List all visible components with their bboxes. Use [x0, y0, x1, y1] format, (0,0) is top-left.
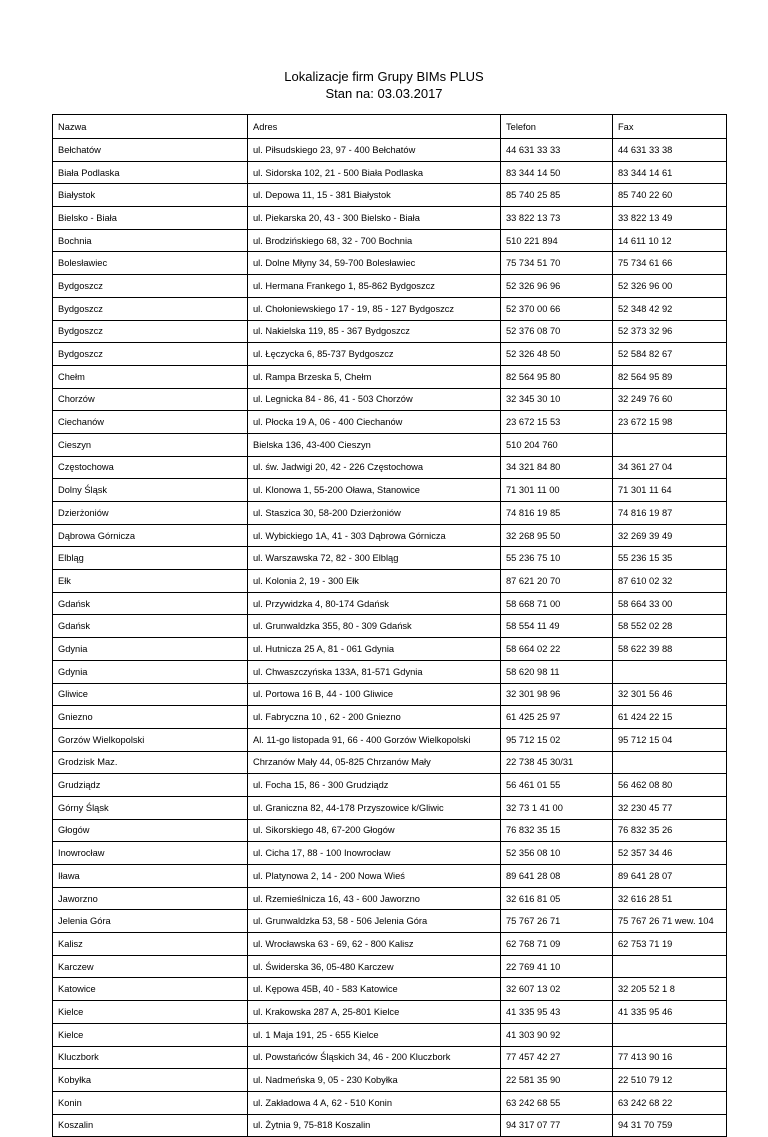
cell-name: Kielce — [53, 1001, 248, 1024]
cell-fax: 22 510 79 12 — [613, 1069, 727, 1092]
cell-name: Górny Śląsk — [53, 796, 248, 819]
cell-address: ul. Rampa Brzeska 5, Chełm — [248, 365, 501, 388]
table-row — [53, 161, 727, 184]
table-row — [53, 1091, 727, 1114]
cell-address: ul. Hermana Frankego 1, 85-862 Bydgoszcz — [248, 275, 501, 298]
table-row — [53, 1001, 727, 1024]
cell-name: Cieszyn — [53, 433, 248, 456]
cell-name: Bydgoszcz — [53, 275, 248, 298]
cell-name: Kobyłka — [53, 1069, 248, 1092]
cell-phone: 32 301 98 96 — [501, 683, 613, 706]
cell-phone: 32 73 1 41 00 — [501, 796, 613, 819]
cell-name: Inowrocław — [53, 842, 248, 865]
table-row — [53, 502, 727, 525]
cell-name: Konin — [53, 1091, 248, 1114]
table-row — [53, 229, 727, 252]
cell-address: ul. Klonowa 1, 55-200 Oława, Stanowice — [248, 479, 501, 502]
table-row — [53, 139, 727, 162]
table-row — [53, 570, 727, 593]
cell-name: Jelenia Góra — [53, 910, 248, 933]
cell-address: ul. Dolne Młyny 34, 59-700 Bolesławiec — [248, 252, 501, 275]
cell-phone: 52 326 48 50 — [501, 343, 613, 366]
cell-address: ul. Sidorska 102, 21 - 500 Biała Podlaska — [248, 161, 501, 184]
table-row — [53, 252, 727, 275]
table-row — [53, 842, 727, 865]
cell-fax: 52 373 32 96 — [613, 320, 727, 343]
cell-fax: 71 301 11 64 — [613, 479, 727, 502]
table-row — [53, 433, 727, 456]
cell-fax: 14 611 10 12 — [613, 229, 727, 252]
table-row — [53, 1046, 727, 1069]
table-row — [53, 411, 727, 434]
cell-phone: 75 734 51 70 — [501, 252, 613, 275]
cell-fax: 62 753 71 19 — [613, 933, 727, 956]
cell-name: Bochnia — [53, 229, 248, 252]
cell-phone: 32 607 13 02 — [501, 978, 613, 1001]
document-title: Lokalizacje firm Grupy BIMs PLUS — [284, 69, 484, 84]
cell-address: Bielska 136, 43-400 Cieszyn — [248, 433, 501, 456]
cell-fax: 52 348 42 92 — [613, 297, 727, 320]
cell-phone: 74 816 19 85 — [501, 502, 613, 525]
cell-phone: 85 740 25 85 — [501, 184, 613, 207]
cell-address: ul. Kolonia 2, 19 - 300 Ełk — [248, 570, 501, 593]
cell-address: ul. Chwaszczyńska 133A, 81-571 Gdynia — [248, 660, 501, 683]
cell-address: ul. św. Jadwigi 20, 42 - 226 Częstochowa — [248, 456, 501, 479]
column-header-address: Adres — [248, 115, 501, 139]
column-header-phone: Telefon — [501, 115, 613, 139]
cell-phone: 22 738 45 30/31 — [501, 751, 613, 774]
table-row — [53, 275, 727, 298]
cell-phone: 55 236 75 10 — [501, 547, 613, 570]
cell-fax: 32 301 56 46 — [613, 683, 727, 706]
cell-phone: 75 767 26 71 — [501, 910, 613, 933]
cell-phone: 71 301 11 00 — [501, 479, 613, 502]
cell-fax: 58 622 39 88 — [613, 638, 727, 661]
table-row — [53, 1069, 727, 1092]
cell-fax: 94 31 70 759 — [613, 1114, 727, 1137]
cell-address: ul. Hutnicza 25 A, 81 - 061 Gdynia — [248, 638, 501, 661]
table-row — [53, 1114, 727, 1137]
cell-name: Biała Podlaska — [53, 161, 248, 184]
cell-phone: 52 376 08 70 — [501, 320, 613, 343]
cell-name: Grudziądz — [53, 774, 248, 797]
table-row — [53, 343, 727, 366]
cell-phone: 32 616 81 05 — [501, 887, 613, 910]
cell-phone: 76 832 35 15 — [501, 819, 613, 842]
table-row — [53, 207, 727, 230]
table-row — [53, 955, 727, 978]
cell-phone: 22 769 41 10 — [501, 955, 613, 978]
cell-name: Bydgoszcz — [53, 320, 248, 343]
cell-address: ul. Depowa 11, 15 - 381 Białystok — [248, 184, 501, 207]
cell-address: ul. Wybickiego 1A, 41 - 303 Dąbrowa Górnicza — [248, 524, 501, 547]
cell-address: ul. Piłsudskiego 23, 97 - 400 Bełchatów — [248, 139, 501, 162]
cell-address: ul. Brodzińskiego 68, 32 - 700 Bochnia — [248, 229, 501, 252]
cell-phone: 22 581 35 90 — [501, 1069, 613, 1092]
cell-name: Dolny Śląsk — [53, 479, 248, 502]
cell-address: ul. Przywidzka 4, 80-174 Gdańsk — [248, 592, 501, 615]
table-row — [53, 751, 727, 774]
table-row — [53, 728, 727, 751]
cell-name: Gdynia — [53, 638, 248, 661]
cell-fax: 32 230 45 77 — [613, 796, 727, 819]
table-row — [53, 524, 727, 547]
cell-address: ul. Świderska 36, 05-480 Karczew — [248, 955, 501, 978]
cell-name: Gniezno — [53, 706, 248, 729]
table-row — [53, 320, 727, 343]
cell-address: Al. 11-go listopada 91, 66 - 400 Gorzów Wielkopolski — [248, 728, 501, 751]
cell-address: ul. Platynowa 2, 14 - 200 Nowa Wieś — [248, 865, 501, 888]
cell-name: Bolesławiec — [53, 252, 248, 275]
cell-fax: 63 242 68 22 — [613, 1091, 727, 1114]
cell-name: Koszalin — [53, 1114, 248, 1137]
cell-fax — [613, 1023, 727, 1046]
table-row — [53, 456, 727, 479]
cell-fax: 89 641 28 07 — [613, 865, 727, 888]
cell-name: Gorzów Wielkopolski — [53, 728, 248, 751]
cell-phone: 61 425 25 97 — [501, 706, 613, 729]
cell-address: ul. Graniczna 82, 44-178 Przyszowice k/Gliwic — [248, 796, 501, 819]
cell-address: ul. Cicha 17, 88 - 100 Inowrocław — [248, 842, 501, 865]
cell-name: Gdańsk — [53, 592, 248, 615]
table-row — [53, 660, 727, 683]
cell-address: ul. 1 Maja 191, 25 - 655 Kielce — [248, 1023, 501, 1046]
cell-phone: 56 461 01 55 — [501, 774, 613, 797]
table-row — [53, 683, 727, 706]
table-row — [53, 933, 727, 956]
cell-name: Chełm — [53, 365, 248, 388]
cell-name: Dzierżoniów — [53, 502, 248, 525]
cell-address: ul. Warszawska 72, 82 - 300 Elbląg — [248, 547, 501, 570]
cell-fax: 41 335 95 46 — [613, 1001, 727, 1024]
cell-address: Chrzanów Mały 44, 05-825 Chrzanów Mały — [248, 751, 501, 774]
cell-name: Dąbrowa Górnicza — [53, 524, 248, 547]
cell-fax: 56 462 08 80 — [613, 774, 727, 797]
table-row — [53, 592, 727, 615]
locations-table — [52, 114, 727, 1137]
column-header-fax: Fax — [613, 115, 727, 139]
cell-name: Iława — [53, 865, 248, 888]
cell-address: ul. Powstańców Śląskich 34, 46 - 200 Kluczbork — [248, 1046, 501, 1069]
cell-fax — [613, 433, 727, 456]
cell-name: Gdańsk — [53, 615, 248, 638]
table-row — [53, 184, 727, 207]
cell-fax — [613, 660, 727, 683]
column-header-name: Nazwa — [53, 115, 248, 139]
cell-fax: 32 205 52 1 8 — [613, 978, 727, 1001]
cell-address: ul. Płocka 19 A, 06 - 400 Ciechanów — [248, 411, 501, 434]
cell-fax: 58 552 02 28 — [613, 615, 727, 638]
cell-fax: 77 413 90 16 — [613, 1046, 727, 1069]
cell-address: ul. Łęczycka 6, 85-737 Bydgoszcz — [248, 343, 501, 366]
cell-name: Bydgoszcz — [53, 343, 248, 366]
cell-phone: 32 268 95 50 — [501, 524, 613, 547]
cell-phone: 58 554 11 49 — [501, 615, 613, 638]
cell-name: Głogów — [53, 819, 248, 842]
cell-fax: 34 361 27 04 — [613, 456, 727, 479]
cell-fax: 44 631 33 38 — [613, 139, 727, 162]
cell-address: ul. Krakowska 287 A, 25-801 Kielce — [248, 1001, 501, 1024]
cell-phone: 63 242 68 55 — [501, 1091, 613, 1114]
cell-phone: 83 344 14 50 — [501, 161, 613, 184]
cell-address: ul. Rzemieślnicza 16, 43 - 600 Jaworzno — [248, 887, 501, 910]
cell-fax: 32 616 28 51 — [613, 887, 727, 910]
table-row — [53, 887, 727, 910]
table-row — [53, 774, 727, 797]
cell-fax: 76 832 35 26 — [613, 819, 727, 842]
cell-phone: 82 564 95 80 — [501, 365, 613, 388]
cell-address: ul. Nadmeńska 9, 05 - 230 Kobyłka — [248, 1069, 501, 1092]
cell-phone: 510 204 760 — [501, 433, 613, 456]
cell-name: Ełk — [53, 570, 248, 593]
cell-name: Bydgoszcz — [53, 297, 248, 320]
cell-fax: 52 326 96 00 — [613, 275, 727, 298]
cell-fax — [613, 751, 727, 774]
table-row — [53, 479, 727, 502]
table-header-row — [53, 115, 727, 139]
cell-fax: 83 344 14 61 — [613, 161, 727, 184]
cell-phone: 52 356 08 10 — [501, 842, 613, 865]
cell-phone: 58 620 98 11 — [501, 660, 613, 683]
cell-phone: 89 641 28 08 — [501, 865, 613, 888]
table-row — [53, 978, 727, 1001]
table-body — [53, 139, 727, 1137]
cell-name: Gdynia — [53, 660, 248, 683]
table-row — [53, 706, 727, 729]
cell-address: ul. Legnicka 84 - 86, 41 - 503 Chorzów — [248, 388, 501, 411]
cell-name: Gliwice — [53, 683, 248, 706]
cell-phone: 52 326 96 96 — [501, 275, 613, 298]
cell-phone: 77 457 42 27 — [501, 1046, 613, 1069]
table-row — [53, 910, 727, 933]
cell-phone: 33 822 13 73 — [501, 207, 613, 230]
cell-phone: 58 668 71 00 — [501, 592, 613, 615]
cell-phone: 32 345 30 10 — [501, 388, 613, 411]
cell-phone: 94 317 07 77 — [501, 1114, 613, 1137]
table-row — [53, 819, 727, 842]
cell-fax: 85 740 22 60 — [613, 184, 727, 207]
cell-fax: 52 584 82 67 — [613, 343, 727, 366]
table-row — [53, 615, 727, 638]
cell-fax: 33 822 13 49 — [613, 207, 727, 230]
cell-phone: 41 303 90 92 — [501, 1023, 613, 1046]
cell-fax: 55 236 15 35 — [613, 547, 727, 570]
cell-address: ul. Grunwaldzka 53, 58 - 506 Jelenia Góra — [248, 910, 501, 933]
cell-fax: 82 564 95 89 — [613, 365, 727, 388]
cell-address: ul. Staszica 30, 58-200 Dzierżoniów — [248, 502, 501, 525]
cell-fax: 52 357 34 46 — [613, 842, 727, 865]
table-row — [53, 865, 727, 888]
cell-address: ul. Focha 15, 86 - 300 Grudziądz — [248, 774, 501, 797]
table-row — [53, 365, 727, 388]
cell-name: Elbląg — [53, 547, 248, 570]
cell-phone: 510 221 894 — [501, 229, 613, 252]
cell-fax: 74 816 19 87 — [613, 502, 727, 525]
cell-address: ul. Piekarska 20, 43 - 300 Bielsko - Biała — [248, 207, 501, 230]
table-row — [53, 547, 727, 570]
cell-fax: 61 424 22 15 — [613, 706, 727, 729]
cell-address: ul. Wrocławska 63 - 69, 62 - 800 Kalisz — [248, 933, 501, 956]
cell-name: Kluczbork — [53, 1046, 248, 1069]
cell-phone: 87 621 20 70 — [501, 570, 613, 593]
cell-address: ul. Żytnia 9, 75-818 Koszalin — [248, 1114, 501, 1137]
cell-name: Katowice — [53, 978, 248, 1001]
cell-name: Grodzisk Maz. — [53, 751, 248, 774]
cell-address: ul. Sikorskiego 48, 67-200 Głogów — [248, 819, 501, 842]
cell-fax — [613, 955, 727, 978]
table-row — [53, 638, 727, 661]
cell-address: ul. Chołoniewskiego 17 - 19, 85 - 127 Bydgoszcz — [248, 297, 501, 320]
cell-address: ul. Nakielska 119, 85 - 367 Bydgoszcz — [248, 320, 501, 343]
cell-address: ul. Grunwaldzka 355, 80 - 309 Gdańsk — [248, 615, 501, 638]
document-date: Stan na: 03.03.2017 — [325, 86, 443, 101]
cell-address: ul. Fabryczna 10 , 62 - 200 Gniezno — [248, 706, 501, 729]
cell-address: ul. Portowa 16 B, 44 - 100 Gliwice — [248, 683, 501, 706]
cell-address: ul. Kępowa 45B, 40 - 583 Katowice — [248, 978, 501, 1001]
cell-fax: 87 610 02 32 — [613, 570, 727, 593]
cell-phone: 62 768 71 09 — [501, 933, 613, 956]
cell-fax: 32 249 76 60 — [613, 388, 727, 411]
table-row — [53, 796, 727, 819]
cell-phone: 44 631 33 33 — [501, 139, 613, 162]
cell-fax: 23 672 15 98 — [613, 411, 727, 434]
cell-phone: 23 672 15 53 — [501, 411, 613, 434]
table-row — [53, 1023, 727, 1046]
cell-name: Częstochowa — [53, 456, 248, 479]
cell-name: Kalisz — [53, 933, 248, 956]
cell-fax: 75 767 26 71 wew. 104 — [613, 910, 727, 933]
cell-name: Białystok — [53, 184, 248, 207]
table-row — [53, 388, 727, 411]
cell-name: Bielsko - Biała — [53, 207, 248, 230]
cell-phone: 34 321 84 80 — [501, 456, 613, 479]
cell-name: Ciechanów — [53, 411, 248, 434]
cell-phone: 95 712 15 02 — [501, 728, 613, 751]
cell-fax: 95 712 15 04 — [613, 728, 727, 751]
cell-name: Jaworzno — [53, 887, 248, 910]
cell-phone: 52 370 00 66 — [501, 297, 613, 320]
cell-fax: 58 664 33 00 — [613, 592, 727, 615]
document-header — [0, 0, 768, 116]
cell-phone: 58 664 02 22 — [501, 638, 613, 661]
cell-fax: 32 269 39 49 — [613, 524, 727, 547]
cell-name: Chorzów — [53, 388, 248, 411]
table-row — [53, 297, 727, 320]
cell-name: Kielce — [53, 1023, 248, 1046]
cell-name: Bełchatów — [53, 139, 248, 162]
cell-fax: 75 734 61 66 — [613, 252, 727, 275]
cell-address: ul. Zakładowa 4 A, 62 - 510 Konin — [248, 1091, 501, 1114]
cell-name: Karczew — [53, 955, 248, 978]
cell-phone: 41 335 95 43 — [501, 1001, 613, 1024]
